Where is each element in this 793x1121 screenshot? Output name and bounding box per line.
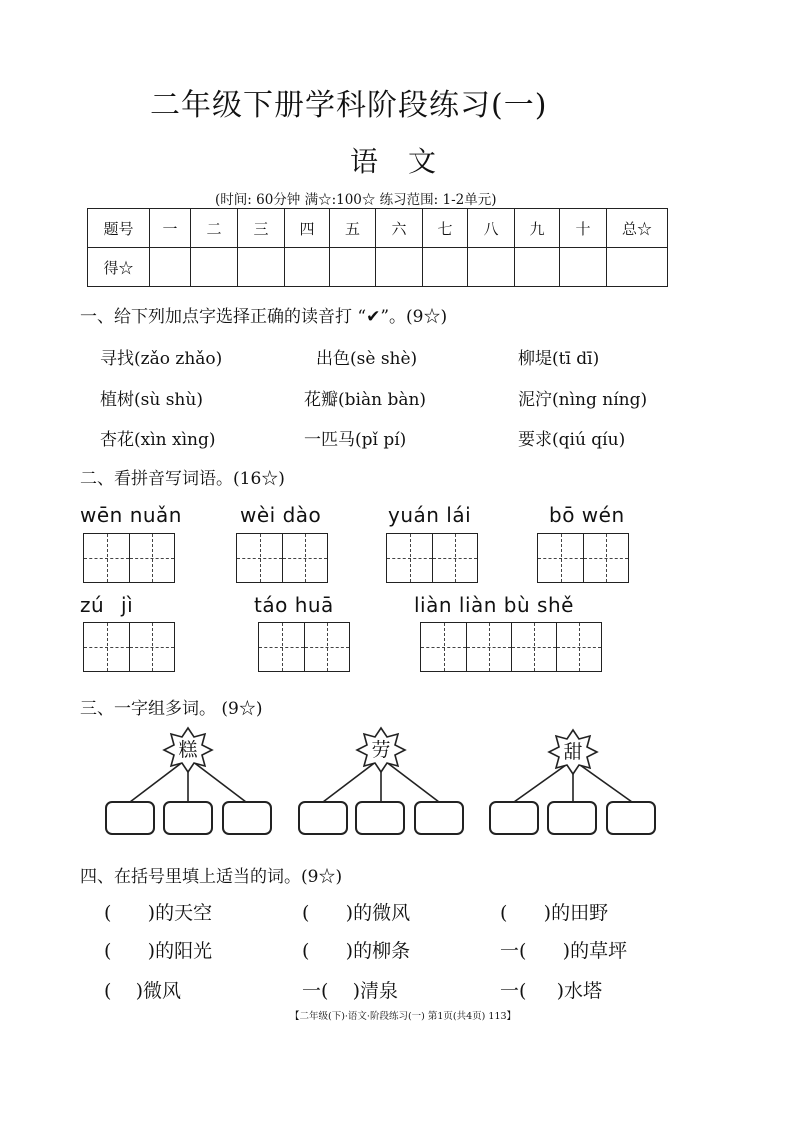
answer-box[interactable] [222, 801, 272, 835]
section-1-heading: 一、给下列加点字选择正确的读音打 “✔”。(9☆) [80, 307, 448, 327]
table-header-cell: 七 [423, 209, 468, 248]
root-character: 甜 [563, 741, 583, 763]
pronunciation-item[interactable]: 一匹马(pǐ pí) [304, 430, 407, 450]
table-header-cell: 六 [376, 209, 423, 248]
fill-blank-item[interactable]: 一( )清泉 [302, 980, 398, 1002]
table-header-cell: 八 [468, 209, 515, 248]
exam-info: (时间: 60分钟 满☆:100☆ 练习范围: 1-2单元) [215, 192, 497, 208]
answer-box[interactable] [547, 801, 597, 835]
page-title: 二年级下册学科阶段练习(一) [150, 88, 548, 123]
pronunciation-item[interactable]: 泥泞(nìng níng) [518, 390, 648, 410]
section-2-heading: 二、看拼音写词语。(16☆) [80, 469, 285, 489]
fill-blank-item[interactable]: ( )的阳光 [104, 940, 213, 962]
table-header-cell: 九 [515, 209, 560, 248]
fill-blank-item[interactable]: 一( )的草坪 [500, 940, 628, 962]
fill-blank-item[interactable]: 一( )水塔 [500, 980, 603, 1002]
root-character: 糕 [178, 739, 198, 761]
answer-box[interactable] [489, 801, 539, 835]
pronunciation-item[interactable]: 杏花(xìn xìng) [100, 430, 216, 450]
answer-box[interactable] [606, 801, 656, 835]
answer-box[interactable] [414, 801, 464, 835]
pronunciation-item[interactable]: 出色(sè shè) [316, 349, 418, 369]
table-header-cell: 一 [150, 209, 191, 248]
section-4-heading: 四、在括号里填上适当的词。(9☆) [80, 867, 343, 887]
pronunciation-item[interactable]: 花瓣(biàn bàn) [304, 390, 427, 410]
pronunciation-item[interactable]: 寻找(zǎo zhǎo) [100, 349, 223, 369]
pronunciation-item[interactable]: 植树(sù shù) [100, 390, 203, 410]
subject-title: 语文 [350, 145, 467, 178]
pronunciation-item[interactable]: 要求(qiú qíu) [518, 430, 626, 450]
pinyin-label: táo huā [254, 593, 334, 617]
answer-box[interactable] [105, 801, 155, 835]
pronunciation-item[interactable]: 柳堤(tī dī) [518, 349, 600, 369]
table-header-cell: 十 [560, 209, 607, 248]
answer-box[interactable] [163, 801, 213, 835]
answer-box[interactable] [355, 801, 405, 835]
section-3-heading: 三、一字组多词。 (9☆) [80, 699, 263, 719]
table-header-cell: 总☆ [607, 209, 668, 248]
fill-blank-item[interactable]: ( )的柳条 [302, 940, 411, 962]
pinyin-label: wèi dào [240, 503, 322, 527]
table-header-cell: 五 [330, 209, 376, 248]
fill-blank-item[interactable]: ( )的田野 [500, 902, 609, 924]
table-header-cell: 三 [238, 209, 285, 248]
table-header-cell: 二 [191, 209, 238, 248]
pinyin-label: wēn nuǎn [80, 503, 182, 527]
pinyin-label: liàn liàn bù shě [414, 593, 574, 617]
root-character: 劳 [371, 739, 391, 761]
table-header-cell: 题号 [88, 209, 150, 248]
table-header-cell: 四 [285, 209, 330, 248]
fill-blank-item[interactable]: ( )微风 [104, 980, 181, 1002]
answer-box[interactable] [298, 801, 348, 835]
pinyin-label: bō wén [549, 503, 625, 527]
fill-blank-item[interactable]: ( )的天空 [104, 902, 213, 924]
pinyin-label: yuán lái [388, 503, 472, 527]
pinyin-label: zú jì [80, 593, 134, 617]
page-footer: 【二年级(下)·语文·阶段练习(一) 第1页(共4页) 113】 [290, 1011, 517, 1022]
score-row-label: 得☆ [88, 248, 150, 287]
fill-blank-item[interactable]: ( )的微风 [302, 902, 411, 924]
